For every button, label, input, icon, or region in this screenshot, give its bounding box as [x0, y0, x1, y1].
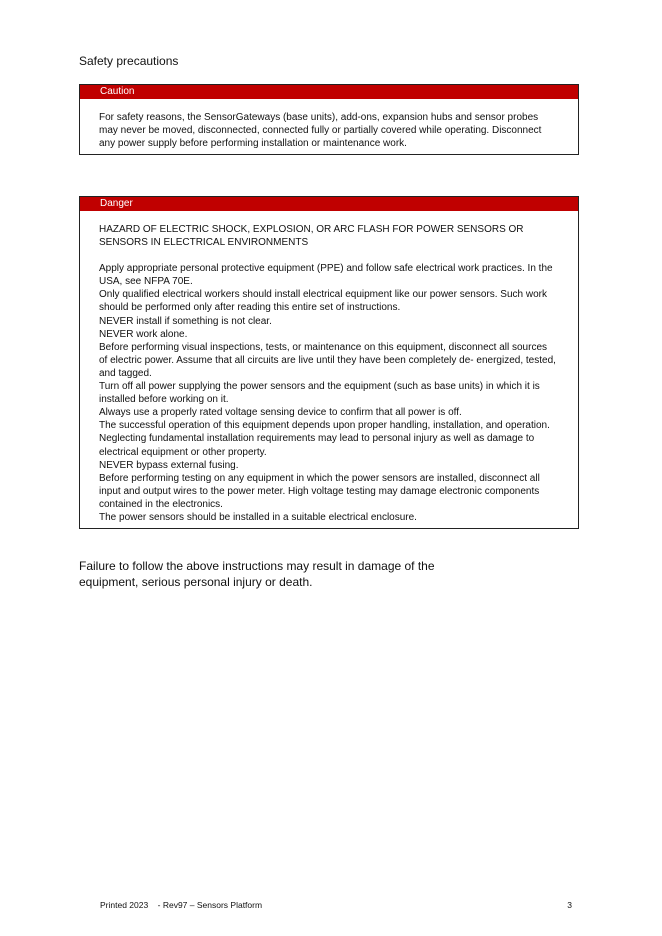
- danger-line: Before performing visual inspections, tests, or maintenance on this equipment, disconnect all sources of electric power. Assume that all circuits are live until they have been completely de- energized, tested, and tagged.: [99, 341, 556, 379]
- warning-note: Failure to follow the above instructions may result in damage of the equipment, serious personal injury or death.: [79, 559, 435, 589]
- danger-label: Danger: [80, 197, 578, 211]
- danger-title: HAZARD OF ELECTRIC SHOCK, EXPLOSION, OR ARC FLASH FOR POWER SENSORS OR SENSORS IN ELECTRICAL ENVIRONMENTS: [99, 224, 524, 249]
- page-footer: [100, 900, 572, 910]
- danger-line: NEVER bypass external fusing.: [99, 459, 239, 471]
- caution-body: [80, 99, 578, 154]
- caution-label: Caution: [80, 85, 578, 99]
- danger-line: The successful operation of this equipment depends upon proper handling, installation, and operation. Neglecting fundamental installation requirements may lead to personal injury as well as damage to electrical equipment or other property.: [99, 420, 550, 458]
- caution-text: For safety reasons, the SensorGateways (base units), add-ons, expansion hubs and sensor probes may never be moved, disconnected, connected fully or partially covered while operating. Disconnect any power supply before performing installation or maintenance work.: [99, 112, 542, 150]
- danger-line: Turn off all power supplying the power sensors and the equipment (such as base units) in which it is installed before working on it.: [99, 381, 540, 406]
- danger-body: [80, 211, 578, 528]
- footer-print-info: Printed 2023 - Rev97 – Sensors Platform: [100, 900, 263, 910]
- page-number: 3: [567, 900, 572, 910]
- danger-line: NEVER work alone.: [99, 328, 188, 340]
- danger-line: Always use a properly rated voltage sensing device to confirm that all power is off.: [99, 407, 462, 419]
- danger-line: Apply appropriate personal protective equipment (PPE) and follow safe electrical work practices. In the USA, see NFPA 70E.: [99, 263, 553, 288]
- danger-line: NEVER install if something is not clear.: [99, 315, 272, 327]
- danger-box: [79, 196, 579, 529]
- page-heading: Safety precautions: [79, 54, 179, 68]
- danger-line: Before performing testing on any equipment in which the power sensors are installed, disconnect all input and output wires to the power meter. High voltage testing may damage electronic components contained in the electronics.: [99, 472, 540, 510]
- danger-line: Only qualified electrical workers should install electrical equipment like our power sensors. Such work should be performed only after reading this entire set of instructions.: [99, 289, 547, 314]
- caution-box: [79, 84, 579, 155]
- danger-line: The power sensors should be installed in a suitable electrical enclosure.: [99, 511, 417, 523]
